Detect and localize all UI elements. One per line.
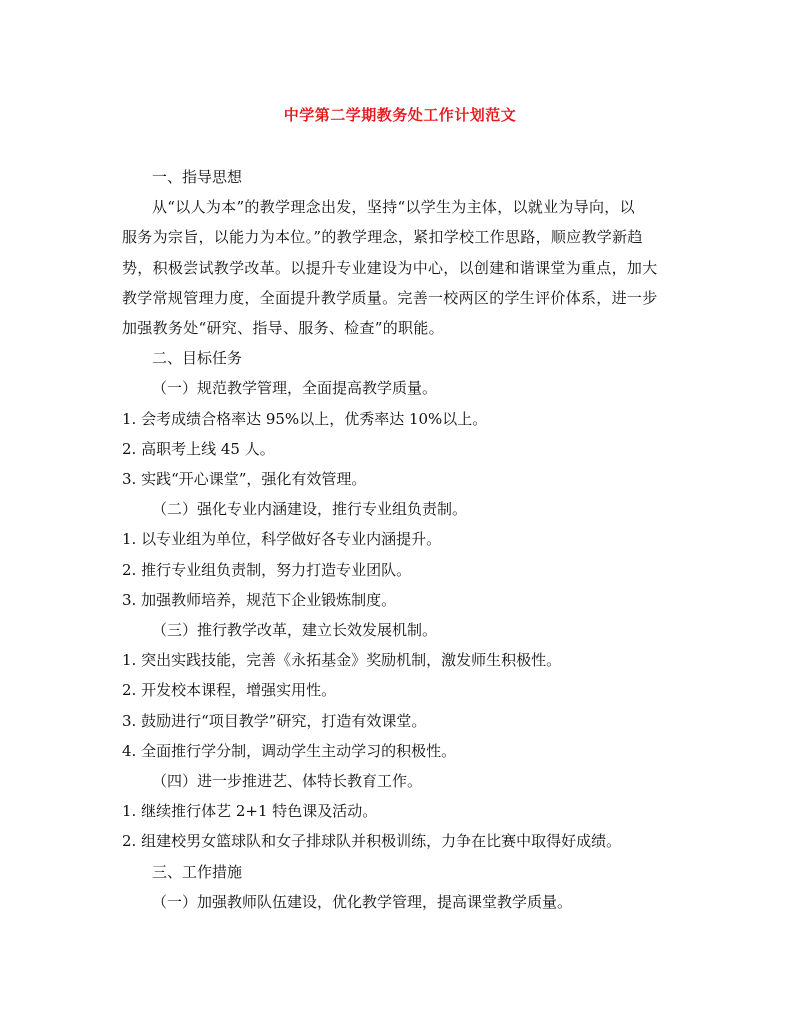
document-title: 中学第二学期教务处工作计划范文 bbox=[283, 106, 517, 124]
subheading: （四）进一步推进艺、体特长教育工作。 bbox=[152, 772, 423, 791]
document-body bbox=[122, 162, 662, 917]
heading-work-measures: 三、工作措施 bbox=[152, 862, 243, 881]
paragraph-line: 从“以人为本”的教学理念出发，坚持“以学生为主体，以就业为导向，以 bbox=[152, 198, 635, 217]
paragraph-line: 加强教务处“研究、指导、服务、检查”的职能。 bbox=[122, 319, 444, 338]
list-item: 1. 突出实践技能，完善《永拓基金》奖励机制，激发师生积极性。 bbox=[122, 651, 562, 670]
subheading: （一）加强教师队伍建设，优化教学管理，提高课堂教学质量。 bbox=[152, 892, 573, 911]
subheading: （一）规范教学管理，全面提高教学质量。 bbox=[152, 379, 438, 398]
list-item: 2. 高职考上线 45 人。 bbox=[122, 439, 275, 458]
paragraph-line: 教学常规管理力度，全面提升教学质量。完善一校两区的学生评价体系，进一步 bbox=[122, 288, 658, 307]
list-item: 1. 继续推行体艺 2+1 特色课及活动。 bbox=[122, 802, 378, 821]
subheading: （二）强化专业内涵建设，推行专业组负责制。 bbox=[152, 500, 468, 519]
list-item: 2. 组建校男女篮球队和女子排球队并积极训练，力争在比赛中取得好成绩。 bbox=[122, 832, 622, 851]
paragraph-line: 服务为宗旨，以能力为本位。”的教学理念，紧扣学校工作思路，顺应教学新趋 bbox=[122, 228, 643, 247]
list-item: 3. 加强教师培养，规范下企业锻炼制度。 bbox=[122, 590, 397, 609]
subheading: （三）推行教学改革，建立长效发展机制。 bbox=[152, 621, 438, 640]
heading-guiding-ideology: 一、指导思想 bbox=[152, 168, 243, 186]
paragraph-line: 势，积极尝试教学改革。以提升专业建设为中心，以创建和谐课堂为重点，加大 bbox=[122, 258, 658, 277]
list-item: 1. 以专业组为单位，科学做好各专业内涵提升。 bbox=[122, 530, 442, 549]
list-item: 1. 会考成绩合格率达 95%以上，优秀率达 10%以上。 bbox=[122, 409, 488, 428]
heading-goals-tasks: 二、目标任务 bbox=[152, 349, 243, 368]
list-item: 3. 鼓励进行“项目教学”研究，打造有效课堂。 bbox=[122, 711, 427, 730]
list-item: 2. 开发校本课程，增强实用性。 bbox=[122, 681, 337, 700]
list-item: 2. 推行专业组负责制，努力打造专业团队。 bbox=[122, 560, 412, 579]
list-item: 3. 实践“开心课堂”，强化有效管理。 bbox=[122, 470, 367, 489]
list-item: 4. 全面推行学分制，调动学生主动学习的积极性。 bbox=[122, 741, 457, 760]
